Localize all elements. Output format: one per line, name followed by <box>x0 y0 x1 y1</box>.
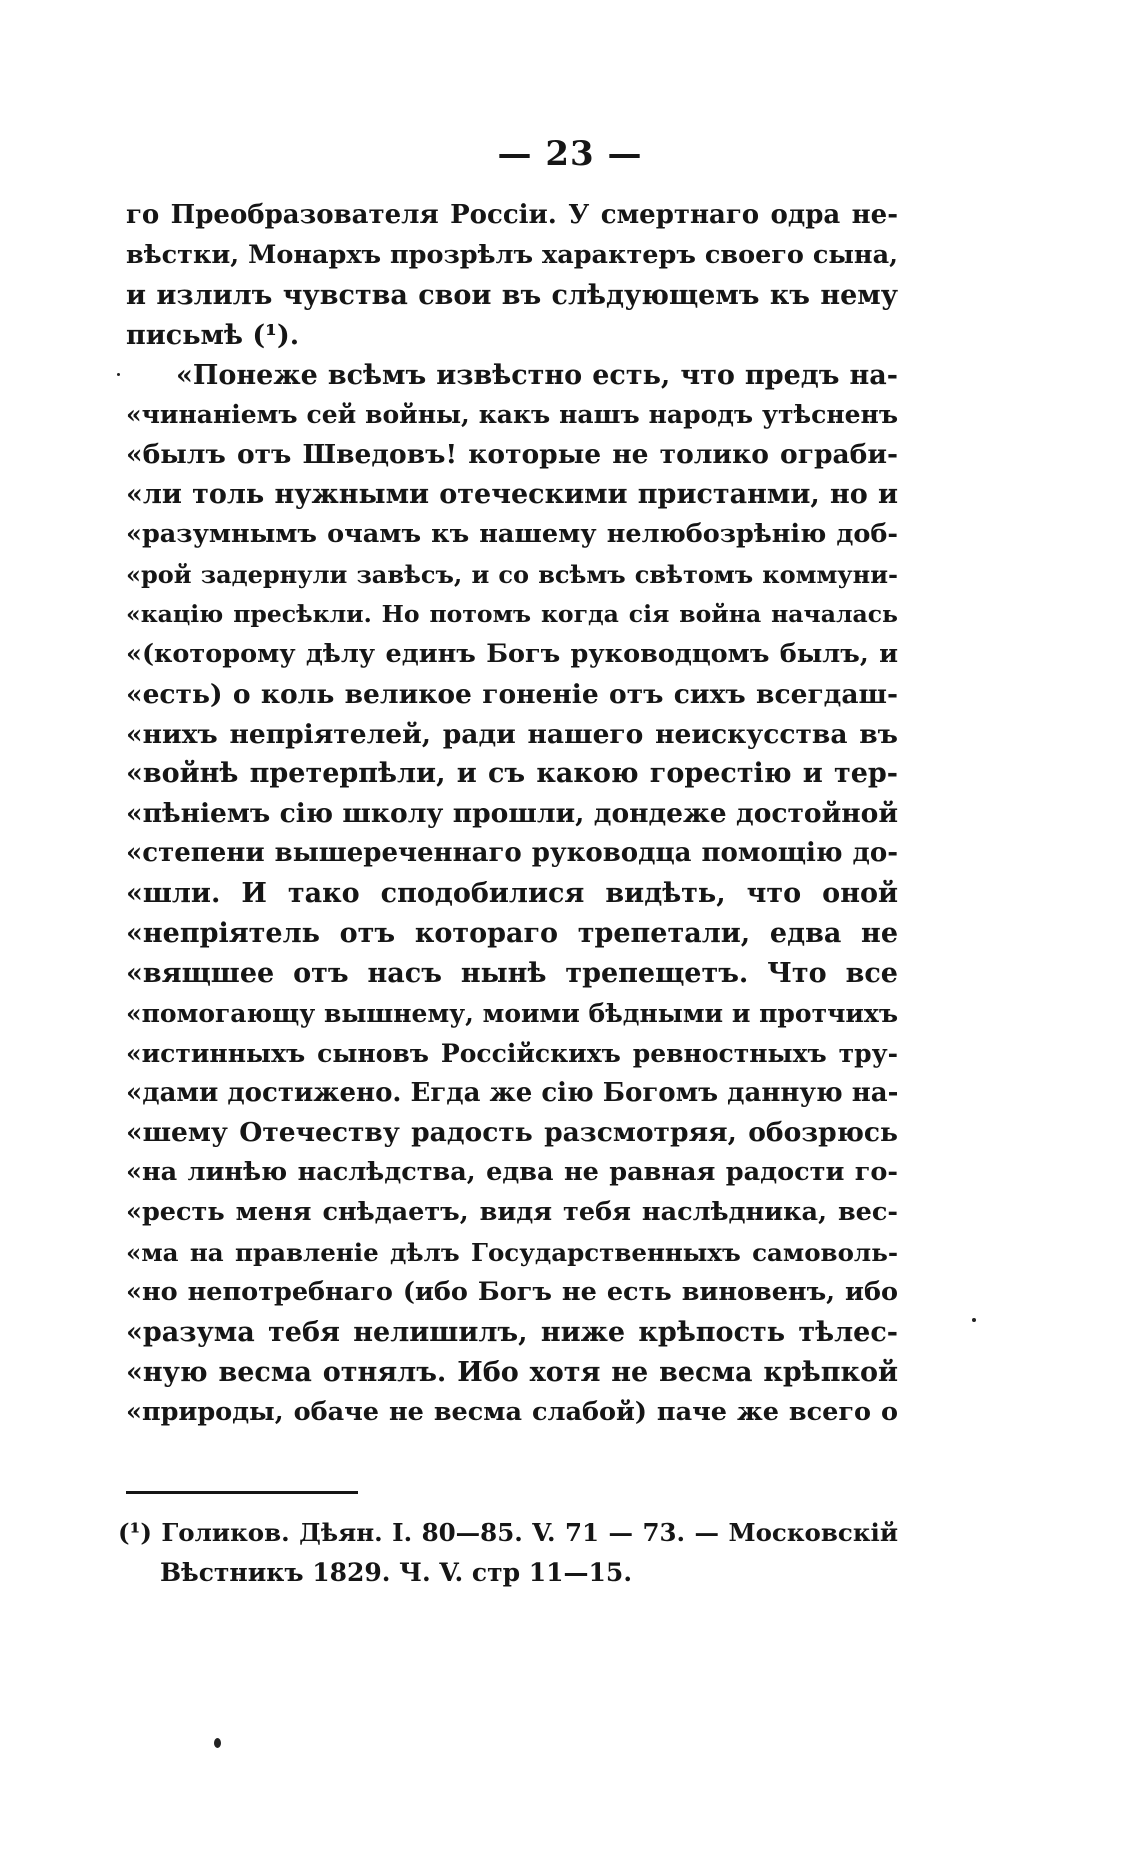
text-line: «помогающу вышнему, моими бѣдными и протчихъ <box>126 998 898 1028</box>
text-line: «дами достижено. Егда же сію Богомъ данную на- <box>126 1077 899 1108</box>
text-line: «войнѣ претерпѣли, и съ какою горестію и тер- <box>126 758 898 790</box>
text-line: «вящшее отъ насъ нынѣ трепещетъ. Что все <box>126 957 898 989</box>
text-line: письмѣ (¹). <box>126 319 300 351</box>
footnote <box>118 1513 898 1593</box>
text-line: «пѣніемъ сію школу прошли, дондеже достойной <box>126 798 898 830</box>
text-line: «кацію пресѣкли. Но потомъ когда сія война началась <box>126 599 898 628</box>
text-line: вѣстки, Монархъ прозрѣлъ характеръ своего сына, <box>126 239 898 270</box>
page-number: — 23 — <box>497 134 643 174</box>
text-line: «разумнымъ очамъ къ нашему нелюбозрѣнію доб- <box>126 519 898 550</box>
text-line: «шли. И тако сподобилися видѣть, что оной <box>126 878 898 910</box>
ink-speck <box>117 373 120 376</box>
text-line: «есть) о коль великое гоненіе отъ сихъ всегдаш- <box>126 678 898 710</box>
text-line: «ресть меня снѣдаетъ, видя тебя наслѣдника, вес- <box>126 1197 898 1228</box>
text-line: го Преобразователя Россіи. У смертнаго одра не- <box>126 200 898 230</box>
paragraph-1 <box>126 196 898 356</box>
ink-speck <box>972 1318 976 1322</box>
text-line: «нихъ непріятелей, ради нашего неискусства въ <box>126 718 898 750</box>
text-line: и излилъ чувства свои въ слѣдующемъ къ нему <box>126 279 898 311</box>
ink-speck <box>214 1738 221 1748</box>
text-line: «Понеже всѣмъ извѣстно есть, что предъ на- <box>176 359 898 391</box>
text-line: «ную весма отнялъ. Ибо хотя не весма крѣпкой <box>126 1356 898 1388</box>
text-line: «непріятель отъ котораго трепетали, едва не <box>126 918 898 950</box>
footnote-line: (¹) Голиков. Дѣян. I. 80—85. V. 71 — 73. — Московскій <box>118 1518 898 1547</box>
paragraph-2-letter <box>126 356 898 1433</box>
text-line: «шему Отечеству радость разсмотряя, обозрюсь <box>126 1117 898 1149</box>
text-line: «разума тебя нелишилъ, ниже крѣпость тѣлес- <box>126 1316 898 1348</box>
text-line: «(которому дѣлу единъ Богъ руководцомъ былъ, и <box>126 638 898 669</box>
text-line: «рой задернули завѣсъ, и со всѣмъ свѣтомъ коммуни- <box>126 560 898 590</box>
text-line: «чинаніемъ сей войны, какъ нашъ народъ утѣсненъ <box>126 400 898 430</box>
text-line: «степени вышереченнаго руководца помощію до- <box>126 838 898 869</box>
text-line: «природы, обаче не весма слабой) паче же всего о <box>126 1396 898 1427</box>
text-line: «ма на правленіе дѣлъ Государственныхъ самоволь- <box>126 1238 898 1268</box>
text-line: «былъ отъ Шведовъ! которые не толико ограби- <box>126 439 898 471</box>
text-line: «истинныхъ сыновъ Россійскихъ ревностныхъ тру- <box>126 1038 898 1068</box>
text-line: «ли толь нужными отеческими пристанми, но и <box>126 479 898 511</box>
text-line: «но непотребнаго (ибо Богъ не есть виновенъ, ибо <box>126 1277 898 1308</box>
body-text <box>126 196 898 1433</box>
footnote-line: Вѣстникъ 1829. Ч. V. стр 11—15. <box>160 1558 633 1587</box>
footnote-separator <box>126 1491 358 1494</box>
text-line: «на линѣю наслѣдства, едва не равная радости го- <box>126 1157 898 1188</box>
